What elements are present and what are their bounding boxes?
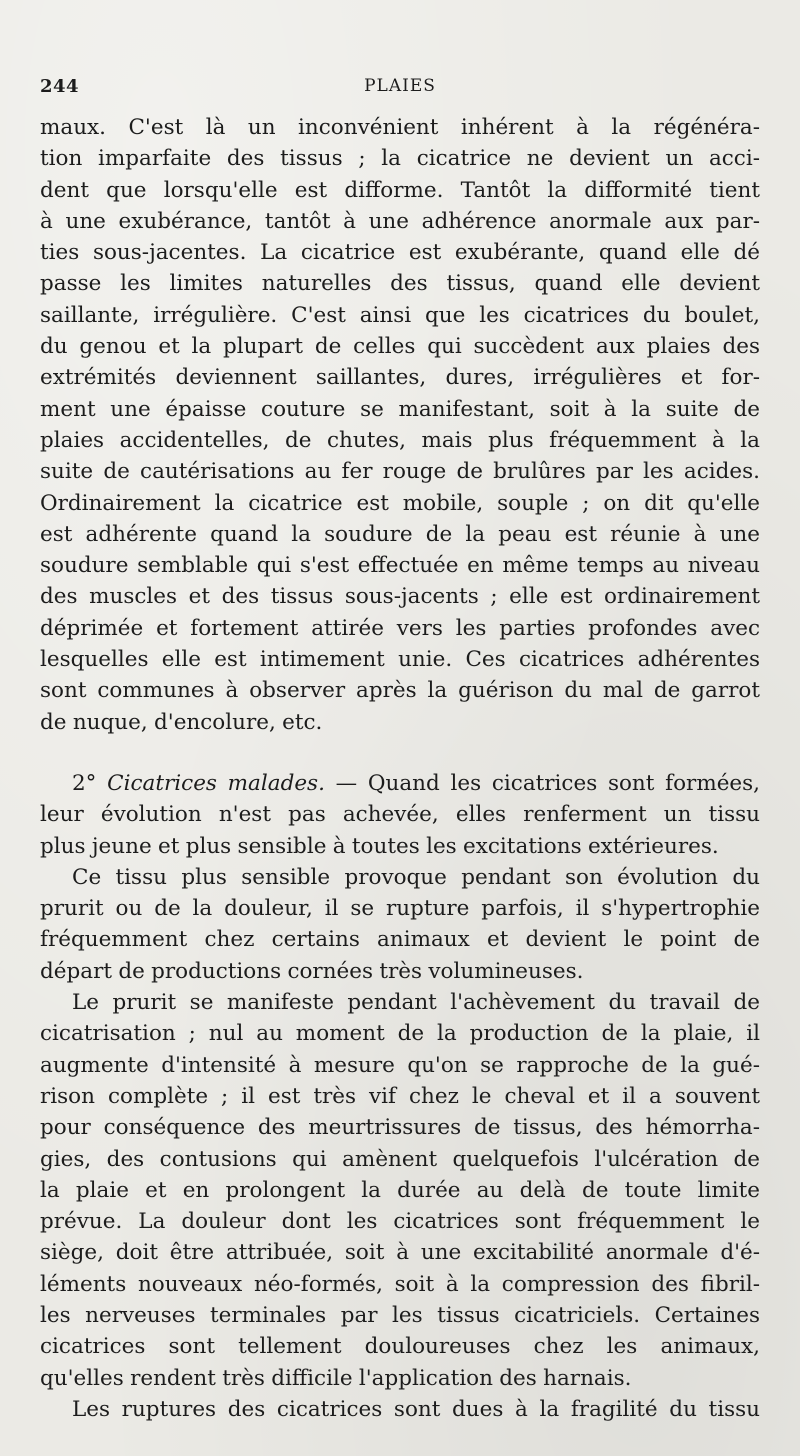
text-line: cicatrices sont tellement douloureuses chez les animaux, (40, 1334, 760, 1360)
text-line: plus jeune et plus sensible à toutes les excitations extérieures. (40, 833, 719, 859)
text-line: gies, des contusions qui amènent quelquefois l'ulcération de (40, 1146, 760, 1172)
text-line: rison complète ; il est très vif chez le cheval et il a souvent (40, 1083, 760, 1109)
text-line: tion imparfaite des tissus ; la cicatrice ne devient un acci- (40, 146, 760, 172)
text-line: cicatrisation ; nul au moment de la production de la plaie, il (40, 1021, 760, 1047)
section-heading: Cicatrices malades. (107, 770, 325, 796)
text-line: de nuque, d'encolure, etc. (40, 709, 323, 735)
section-number: 2° (72, 770, 97, 796)
text-line: des muscles et des tissus sous-jacents ; elle est ordinairement (40, 584, 760, 610)
text-line: départ de productions cornées très volumineuses. (40, 958, 584, 984)
text-run: — Quand les cicatrices sont formées, (335, 770, 760, 796)
text-line: soudure semblable qui s'est effectuée en même temps au niveau (40, 553, 760, 579)
text-line: passe les limites naturelles des tissus, quand elle devient (40, 271, 760, 297)
text-line: Ce tissu plus sensible provoque pendant son évolution du (72, 864, 760, 890)
running-head (40, 76, 760, 104)
text-line: lesquelles elle est intimement unie. Ces cicatrices adhérentes (40, 647, 760, 673)
text-line: leur évolution n'est pas achevée, elles renferment un tissu (40, 802, 760, 828)
text-line: saillante, irrégulière. C'est ainsi que les cicatrices du boulet, (40, 302, 760, 328)
section-heading-line (40, 768, 760, 799)
text-line: les nerveuses terminales par les tissus cicatriciels. Certaines (40, 1302, 760, 1328)
text-line: suite de cautérisations au fer rouge de brulûres par les acides. (40, 459, 760, 485)
text-line: prurit ou de la douleur, il se rupture parfois, il s'hypertrophie (40, 896, 760, 922)
paragraph-5 (40, 1394, 760, 1425)
text-line: à une exubérance, tantôt à une adhérence anormale aux par- (40, 208, 760, 234)
text-line: Les ruptures des cicatrices sont dues à la fragilité du tissu (72, 1396, 760, 1422)
text-line: sont communes à observer après la guérison du mal de garrot (40, 678, 760, 704)
text-line: du genou et la plupart de celles qui succèdent aux plaies des (40, 334, 760, 360)
text-line: siège, doit être attribuée, soit à une excitabilité anormale d'é- (40, 1240, 760, 1266)
text-line: est adhérente quand la soudure de la peau est réunie à une (40, 521, 760, 547)
text-line: plaies accidentelles, de chutes, mais plus fréquemment à la (40, 427, 760, 453)
text-line: ment une épaisse couture se manifestant, soit à la suite de (40, 396, 760, 422)
page-number: 244 (40, 76, 80, 97)
text-line: déprimée et fortement attirée vers les parties profondes avec (40, 615, 760, 641)
text-line: pour conséquence des meurtrissures de tissus, des hémorrha- (40, 1115, 760, 1141)
text-line: prévue. La douleur dont les cicatrices sont fréquemment le (40, 1209, 760, 1235)
text-line: Ordinairement la cicatrice est mobile, souple ; on dit qu'elle (40, 490, 760, 516)
text-line: la plaie et en prolongent la durée au delà de toute limite (40, 1177, 760, 1203)
text-line: dent que lorsqu'elle est difforme. Tantôt la difformité tient (40, 177, 760, 203)
paragraph-2 (40, 768, 760, 862)
text-line: léments nouveaux néo-formés, soit à la compression des fibril- (40, 1271, 760, 1297)
section-gap (40, 738, 760, 768)
running-title: PLAIES (364, 76, 436, 96)
paragraph-4 (40, 987, 760, 1394)
paragraph-3 (40, 862, 760, 987)
text-line: maux. C'est là un inconvénient inhérent à la régénéra- (40, 115, 760, 140)
text-line: ties sous-jacentes. La cicatrice est exubérante, quand elle dé (40, 240, 760, 266)
text-line: Le prurit se manifeste pendant l'achèvement du travail de (72, 990, 760, 1016)
paragraph-1 (40, 112, 760, 738)
text-line: augmente d'intensité à mesure qu'on se rapproche de la gué- (40, 1052, 760, 1078)
text-line: fréquemment chez certains animaux et devient le point de (40, 927, 760, 953)
text-line: extrémités deviennent saillantes, dures, irrégulières et for- (40, 365, 760, 391)
text-line: qu'elles rendent très difficile l'application des harnais. (40, 1365, 632, 1391)
body-text (40, 112, 760, 1425)
